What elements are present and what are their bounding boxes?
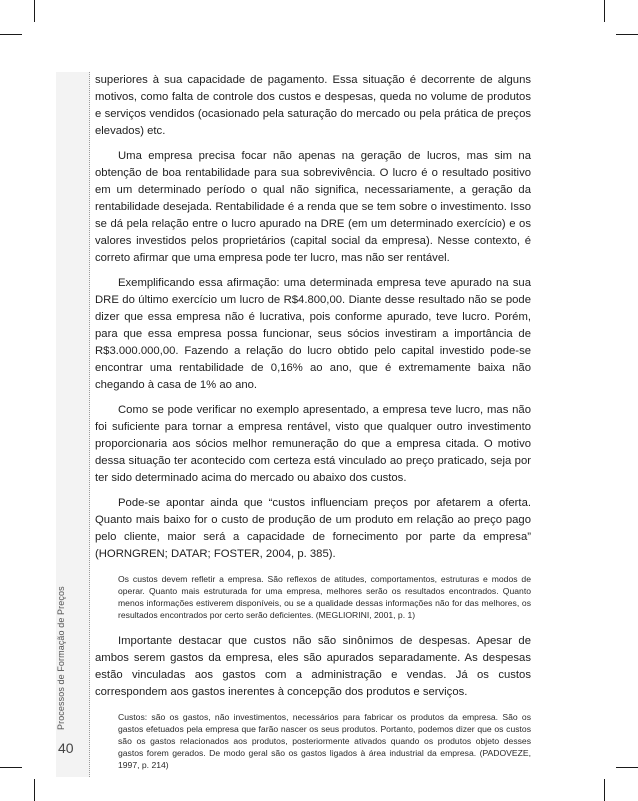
paragraph-5: Pode-se apontar ainda que “custos influenciam preços por afetarem a oferta. Quanto mais baixo for o custo de produção de um produto em relação ao preço pago pelo cliente, maior será a capacidade de fornecimento por parte da empresa” (HORNGREN; DATAR; FOSTER, 2004, p. 385).: [95, 497, 531, 560]
page-number: 40: [58, 740, 74, 756]
paragraph-2: Uma empresa precisa focar não apenas na geração de lucros, mas sim na obtenção de boa rentabilidade para sua sobrevivência. O lucro é o resultado positivo em um determinado período o qual não significa, necessariamente, a geração da rentabilidade desejada. Rentabilidade é a renda que se tem sobre o investimento. Isso se dá pela relação entre o lucro apurado na DRE (em um determinado exercício) e os valores investidos pelos proprietários (capital social da empresa). Nesse contexto, é correto afirmar que uma empresa pode ter lucro, mas não ser rentável.: [95, 150, 531, 264]
block-quote-1: Os custos devem refletir a empresa. São reflexos de atitudes, comportamentos, estruturas e modos de operar. Quanto mais estruturada for uma empresa, melhores serão os resultados encontrados. Quanto menos informações estiverem disponíveis, ou se a qualidade dessas informações não for das melhores, os resultados encontrados por certo serão deficientes. (MEGLIORINI, 2001, p. 1): [118, 574, 531, 620]
crop-mark-bottom-left-vertical: [34, 779, 35, 801]
crop-mark-top-left-vertical: [34, 0, 35, 22]
crop-mark-bottom-left-horizontal: [0, 767, 22, 768]
paragraph-3: Exemplificando essa afirmação: uma determinada empresa teve apurado na sua DRE do último exercício um lucro de R$4.800,00. Diante desse resultado não se pode dizer que essa empresa não é lucrativa, pois conforme apurado, teve lucro. Porém, para que essa empresa possa funcionar, seus sócios investiram a importância de R$3.000.000,00. Fazendo a relação do lucro obtido pelo capital investido pode-se encontrar uma rentabilidade de 0,16% ao ano, que é extremamente baixa não chegando à casa de 1% ao ano.: [95, 277, 531, 391]
crop-mark-top-left-horizontal: [0, 34, 22, 35]
block-quote-2: Custos: são os gastos, não investimentos, necessários para fabricar os produtos da empresa. São os gastos efetuados pela empresa que farão nascer os seus produtos. Portanto, podemos dizer que os custos são os gastos relacionados aos produtos, posteriormente ativados quando os produtos objeto desses gastos forem gerados. De modo geral são os gastos ligados à área industrial da empresa. (PADOVEZE, 1997, p. 214): [118, 712, 531, 770]
main-text: [95, 72, 531, 783]
crop-mark-top-right-vertical: [604, 0, 605, 22]
dotted-margin-rule: [89, 72, 90, 777]
paragraph-6: Importante destacar que custos não são sinônimos de despesas. Apesar de ambos serem gastos da empresa, eles são apurados separadamente. As despesas estão vinculadas aos gastos com a administração e vendas. Já os custos correspondem aos gastos inerentes à concepção dos produtos e serviços.: [95, 635, 531, 698]
paragraph-4: Como se pode verificar no exemplo apresentado, a empresa teve lucro, mas não foi suficiente para tornar a empresa rentável, visto que qualquer outro investimento proporcionaria aos sócios melhor remuneração do que a empresa citada. O motivo dessa situação ter acontecido com certeza está vinculado ao preço praticado, seja por ter sido determinado acima do mercado ou abaixo dos custos.: [95, 404, 531, 484]
crop-mark-top-right-horizontal: [616, 34, 638, 35]
crop-mark-bottom-right-vertical: [604, 779, 605, 801]
crop-mark-bottom-right-horizontal: [616, 767, 638, 768]
paragraph-1: superiores à sua capacidade de pagamento. Essa situação é decorrente de alguns motivos, como falta de controle dos custos e despesas, queda no volume de produtos e serviços vendidos (ocasionado pela saturação do mercado ou pela prática de preços elevados) etc.: [95, 74, 531, 137]
